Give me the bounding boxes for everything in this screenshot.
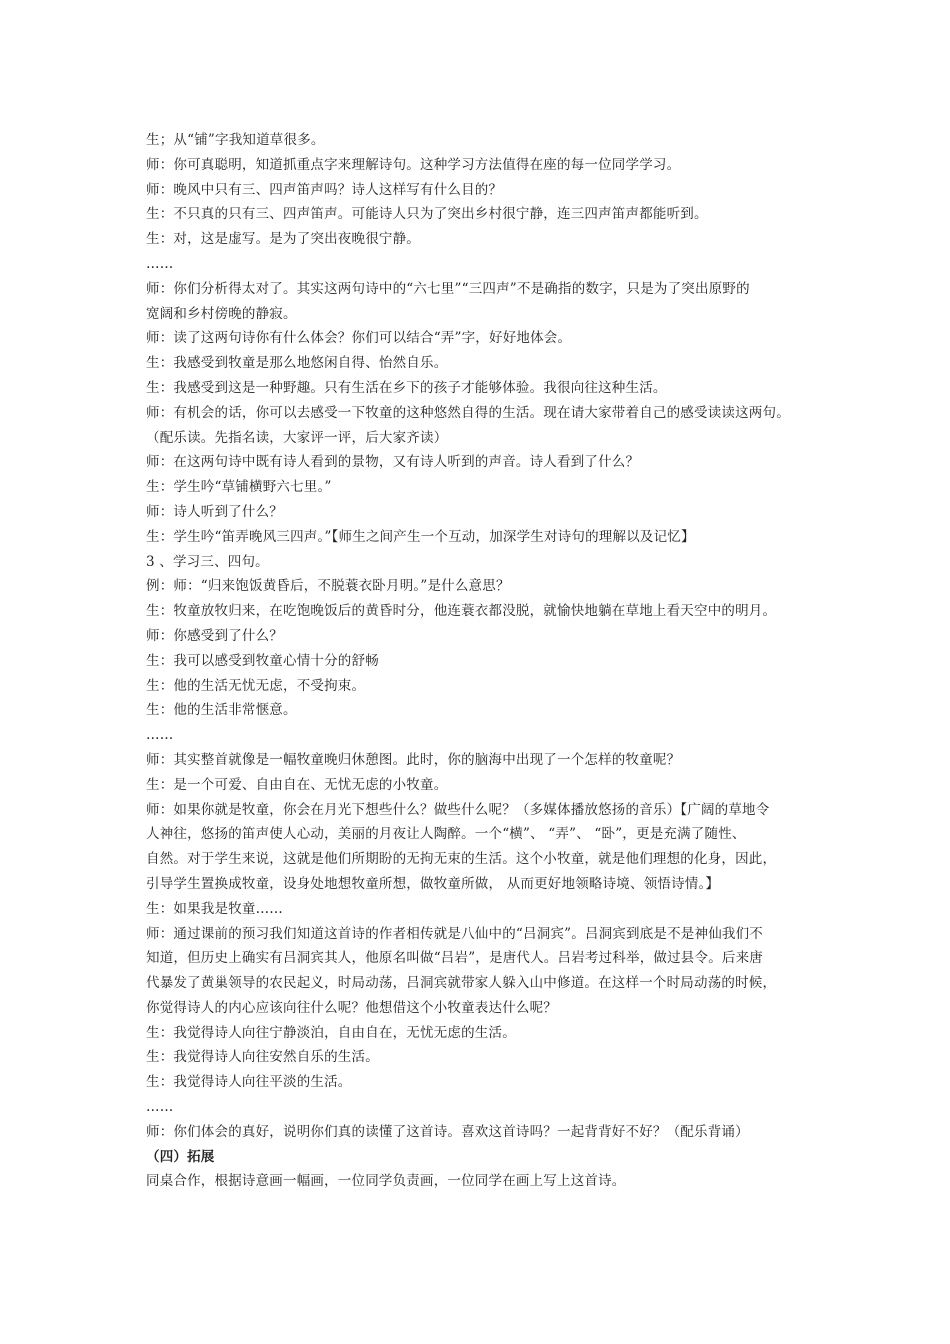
text-line: 3 、学习三、四句。: [146, 553, 269, 570]
text-line: 生：他的生活非常惬意。: [146, 702, 297, 719]
text-line: 代暴发了黄巢领导的农民起义，时局动荡，吕洞宾就带家人躲入山中修道。在这样一个时局动荡的时候，: [146, 975, 777, 992]
text-line: 同桌合作，根据诗意画一幅画，一位同学负责画，一位同学在画上写上这首诗。: [146, 1173, 626, 1190]
text-line: ……: [146, 255, 174, 272]
text-line: ……: [146, 727, 174, 744]
text-line: 生：如果我是牧童……: [146, 900, 283, 917]
text-line: 人神往，悠扬的笛声使人心动，美丽的月夜让人陶醉。一个“横”、 “弄”、 “卧”，更是充满了随性、: [146, 826, 746, 843]
text-line: 生：对，这是虚写。是为了突出夜晚很宁静。: [146, 231, 420, 248]
text-line: 师：通过课前的预习我们知道这首诗的作者相传就是八仙中的“吕洞宾”。吕洞宾到底是不是神仙我们不: [146, 925, 764, 942]
section-heading: （四）拓展: [146, 1148, 215, 1165]
text-line: 生：我觉得诗人向往宁静淡泊，自由自在，无忧无虑的生活。: [146, 1024, 516, 1041]
document-page: [146, 128, 826, 1194]
text-line: 师：读了这两句诗你有什么体会？你们可以结合“弄”字，好好地体会。: [146, 330, 572, 347]
text-line: 知道，但历史上确实有吕洞宾其人，他原名叫做“吕岩”，是唐代人。吕岩考过科举，做过县令。后来唐: [146, 950, 764, 967]
text-line: 生：我觉得诗人向往安然自乐的生活。: [146, 1049, 379, 1066]
text-line: 宽阔和乡村傍晚的静寂。: [146, 305, 297, 322]
text-line: 生：学生吟“笛弄晚风三四声。”【师生之间产生一个互动，加深学生对诗句的理解以及记忆】: [146, 528, 695, 545]
text-line: 生：学生吟“草铺横野六七里。”: [146, 479, 332, 496]
text-line: （配乐读。先指名读，大家评一评，后大家齐读）: [146, 429, 448, 446]
text-line: 生；从“铺”字我知道草很多。: [146, 132, 325, 148]
text-line: 生：他的生活无忧无虑，不受拘束。: [146, 677, 366, 694]
text-line: 师：在这两句诗中既有诗人看到的景物，又有诗人听到的声音。诗人看到了什么？: [146, 454, 640, 471]
text-line: 例：师：“归来饱饭黄昏后，不脱蓑衣卧月明。”是什么意思？: [146, 578, 510, 595]
text-line: 生：不只真的只有三、四声笛声。可能诗人只为了突出乡村很宁静，连三四声笛声都能听到。: [146, 206, 708, 223]
text-line: 师：你可真聪明，知道抓重点字来理解诗句。这种学习方法值得在座的每一位同学学习。: [146, 156, 681, 173]
text-line: 生：我可以感受到牧童心情十分的舒畅: [146, 652, 379, 669]
text-line: 你觉得诗人的内心应该向往什么呢？他想借这个小牧童表达什么呢？: [146, 999, 557, 1016]
text-line: 生：我感受到这是一种野趣。只有生活在乡下的孩子才能够体验。我很向往这种生活。: [146, 379, 667, 396]
text-line: 师：你感受到了什么？: [146, 627, 283, 644]
text-line: 引导学生置换成牧童，设身处地想牧童所想，做牧童所做， 从而更好地领略诗境、领悟诗情。】: [146, 875, 720, 892]
text-line: 生：牧童放牧归来，在吃饱晚饭后的黄昏时分，他连蓑衣都没脱，就愉快地躺在草地上看天空中的明月。: [146, 603, 777, 620]
text-line: 生：我觉得诗人向往平淡的生活。: [146, 1074, 352, 1091]
text-line: 师：你们分析得太对了。其实这两句诗中的“六七里”“三四声”不是确指的数字，只是为了突出原野的: [146, 280, 750, 297]
text-line: 师：晚风中只有三、四声笛声吗？诗人这样写有什么目的？: [146, 181, 503, 198]
text-line: 师：如果你就是牧童，你会在月光下想些什么？做些什么呢？（多媒体播放悠扬的音乐）【广阔的草地令: [146, 801, 770, 818]
text-line: 师：诗人听到了什么？: [146, 503, 283, 520]
text-line: 师：其实整首就像是一幅牧童晚归休憩图。此时，你的脑海中出现了一个怎样的牧童呢？: [146, 751, 681, 768]
text-line: 生：是一个可爱、自由自在、无忧无虑的小牧童。: [146, 776, 448, 793]
text-line: 自然。对于学生来说，这就是他们所期盼的无拘无束的生活。这个小牧童，就是他们理想的化身，因此，: [146, 851, 777, 868]
text-line: 师：有机会的话，你可以去感受一下牧童的这种悠然自得的生活。现在请大家带着自己的感受读读这两句。: [146, 404, 790, 421]
text-line: ……: [146, 1099, 174, 1116]
text-line: 生：我感受到牧童是那么地悠闲自得、怡然自乐。: [146, 355, 448, 372]
text-line: 师：你们体会的真好，说明你们真的读懂了这首诗。喜欢这首诗吗？一起背背好不好？（配乐背诵）: [146, 1123, 749, 1140]
